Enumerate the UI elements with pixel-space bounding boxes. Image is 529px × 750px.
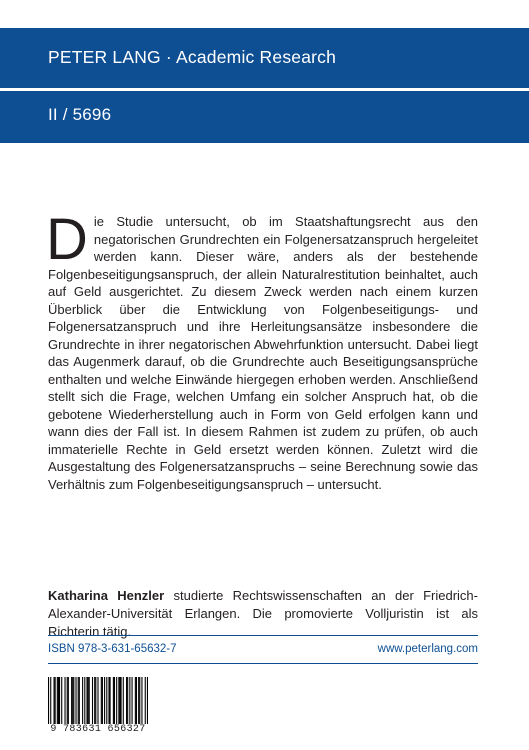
barcode-bar — [101, 677, 102, 724]
barcode-bar — [114, 677, 115, 724]
barcode-bar — [97, 677, 98, 731]
series-banner — [0, 91, 529, 143]
publisher-website-link[interactable]: www.peterlang.com — [377, 643, 478, 655]
barcode-bar — [58, 677, 59, 724]
barcode-bar — [138, 677, 139, 724]
barcode-bar — [50, 677, 51, 731]
publisher-banner — [0, 28, 529, 88]
barcode-bar — [48, 677, 49, 731]
barcode-bar — [94, 677, 95, 724]
barcode-bar — [118, 677, 119, 724]
barcode-bar — [68, 677, 69, 724]
author-bio — [48, 587, 478, 641]
barcode-bar — [102, 677, 103, 724]
barcode-digits: 9 783631 656327 — [48, 724, 148, 736]
barcode-bar — [135, 677, 136, 724]
drop-cap: D — [46, 207, 88, 272]
barcode-bar — [147, 677, 148, 731]
barcode-bar — [57, 677, 58, 724]
barcode-bar — [79, 677, 80, 724]
barcode-bar — [61, 677, 62, 724]
barcode-bar — [119, 677, 120, 724]
barcode-bar — [75, 677, 76, 724]
author-name: Katharina Henzler — [48, 588, 165, 603]
barcode-bar — [88, 677, 89, 724]
barcode-bar — [64, 677, 65, 724]
barcode-bar — [71, 677, 72, 724]
footer-divider-top — [48, 635, 478, 636]
barcode-bar — [78, 677, 79, 724]
footer-divider-bottom — [48, 663, 478, 664]
barcode-bar — [121, 677, 122, 724]
isbn-number: ISBN 978-3-631-65632-7 — [48, 643, 177, 655]
barcode-bar — [53, 677, 54, 724]
barcode-bar — [67, 677, 68, 724]
barcode-bar — [108, 677, 109, 724]
barcode-bar — [92, 677, 93, 724]
barcode-bar — [129, 677, 130, 724]
barcode-bar — [55, 677, 56, 724]
barcode-bar — [95, 677, 96, 724]
barcode-bar — [126, 677, 127, 724]
barcode-bar — [89, 677, 90, 724]
barcode-bar — [123, 677, 124, 724]
barcode-bar — [104, 677, 105, 724]
barcode-bar — [73, 677, 74, 724]
ean-barcode — [48, 677, 148, 739]
barcode-bar — [84, 677, 85, 724]
barcode-bar — [116, 677, 117, 724]
barcode-bar — [59, 677, 60, 724]
barcode-bar — [145, 677, 146, 731]
barcode-bar — [106, 677, 107, 724]
barcode-bar — [113, 677, 114, 724]
author-bio-text: studierte Rechtswissenschaften an der Friedrich-Alexander-Universität Erlangen. Die promovierte Volljuristin ist als Richterin tätig. — [48, 588, 478, 639]
barcode-bar — [127, 677, 128, 724]
barcode-bar — [136, 677, 137, 724]
description-text: ie Studie untersucht, ob im Staatshaftungsrecht aus den negatorischen Grundrechten ein Folgenersatzanspruch hergeleitet werden kann. Dieser wäre, anders als der bestehende Folgenbeseitigungsanspruch, der allein Naturalrestitution beinhaltet, auch auf Geld ausgerichtet. Zu diesem Zweck werden nach einem kurzen Überblick über die Entwicklung von Folgenbeseitigungs- und Folgenersatzanspruch und ihre Herleitungsansätze insbesondere die Grundrechte in ihrer negatorischen Abwehrfunktion untersucht. Dabei liegt das Augenmerk darauf, ob die Grundrechte auch Beseitigungsansprüche enthalten und welche Einwände hiergegen erhoben werden. Anschließend stellt sich die Frage, welchen Umfang ein solcher Anspruch hat, ob die gebotene Wiederherstellung auch in Form von Geld erfolgen kann und wann dies der Fall ist. In diesem Rahmen ist zudem zu prüfen, ob auch immaterielle Rechte in Geld ersetzt werden können. Zuletzt wird die Ausgestaltung des Folgenersatzanspruchs – seine Berechnung sowie das Verhältnis zum Folgenbeseitigungsanspruch – untersucht. — [48, 214, 478, 492]
book-description — [46, 207, 478, 493]
barcode-bar — [72, 677, 73, 724]
barcode-bar — [132, 677, 133, 724]
barcode-bar — [110, 677, 111, 724]
publisher-name: PETER LANG · Academic Research — [48, 47, 337, 67]
barcode-bar — [139, 677, 140, 724]
barcode-bar — [86, 677, 87, 724]
barcode-bar — [82, 677, 83, 724]
barcode-bar — [141, 677, 142, 724]
series-code: II / 5696 — [48, 105, 112, 124]
